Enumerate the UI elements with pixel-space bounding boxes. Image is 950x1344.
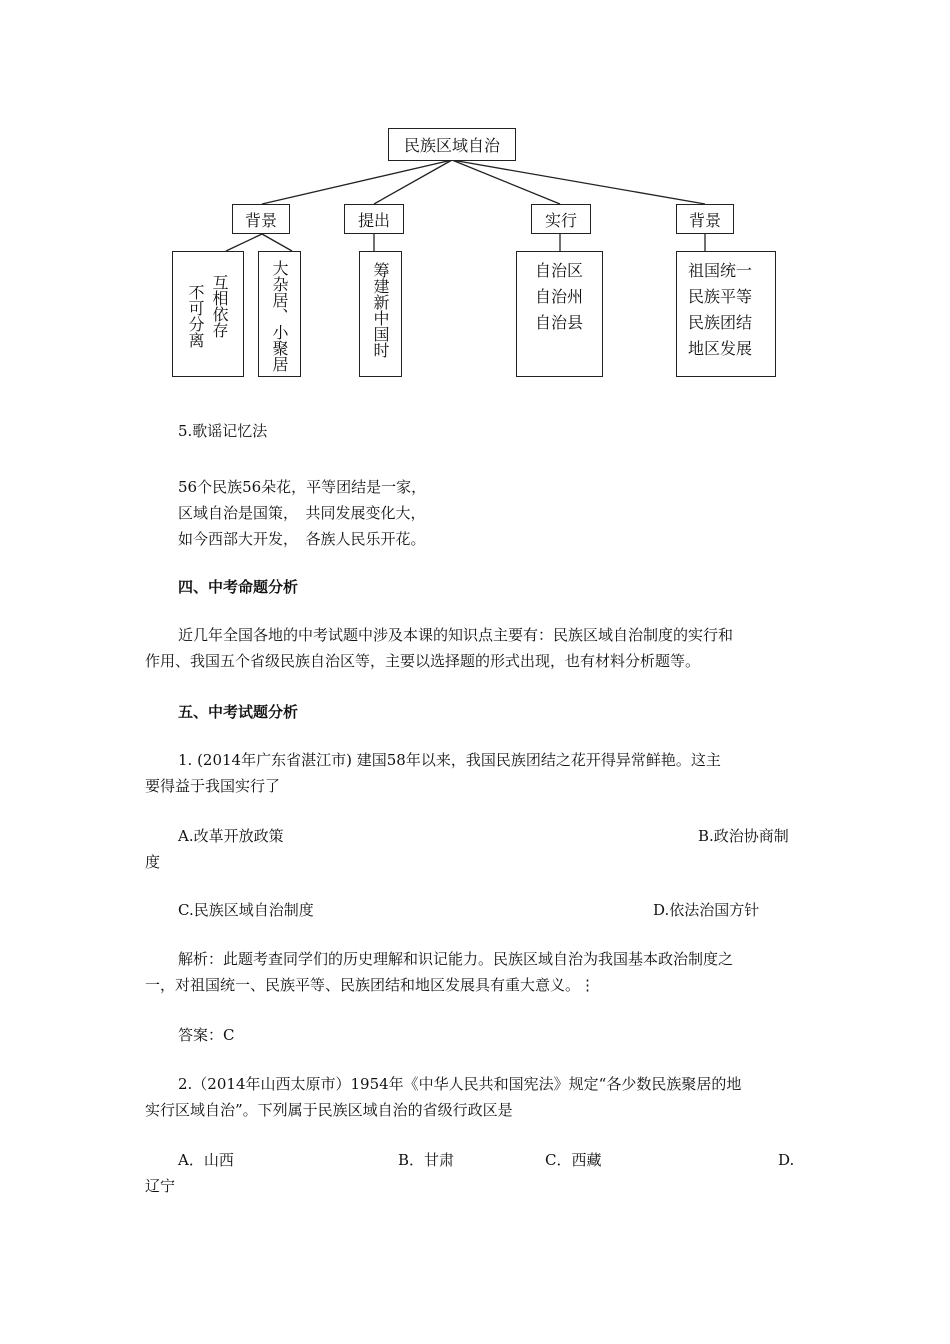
node-significance-label: 背景 bbox=[688, 210, 721, 230]
ballad bbox=[178, 474, 426, 552]
leaf-significance-list bbox=[688, 258, 752, 362]
q1-answer: 答案：C bbox=[178, 1026, 235, 1044]
q2-stem-line: 2.（2014年山西太原市）1954年《中华人民共和国宪法》规定“各少数民族聚居的地 bbox=[178, 1075, 742, 1093]
ballad-line: 56个民族56朵花，平等团结是一家， bbox=[178, 478, 427, 496]
q1-option-c: C.民族区域自治制度 bbox=[178, 901, 314, 919]
leaf-background-a-col2: 不可分离 bbox=[186, 284, 205, 348]
ballad-line: 区域自治是国策， 共同发展变化大， bbox=[178, 504, 426, 522]
leaf-significance-item: 民族平等 bbox=[688, 287, 753, 306]
heading-exam-analysis: 四、中考命题分析 bbox=[178, 578, 299, 596]
leaf-significance-item: 民族团结 bbox=[688, 313, 753, 332]
q2-option-d: D. bbox=[778, 1151, 795, 1169]
analysis-line: 作用、我国五个省级民族自治区等，主要以选择题的形式出现，也有材料分析题等。 bbox=[145, 652, 701, 670]
leaf-significance-item: 祖国统一 bbox=[688, 261, 753, 280]
leaf-implement-list bbox=[535, 258, 583, 336]
q1-stem-line: 1. (2014年广东省湛江市) 建国58年以来，我国民族团结之花开得异常鲜艳。这主 bbox=[178, 751, 721, 769]
root-label: 民族区域自治 bbox=[403, 136, 500, 155]
q2-option-d-wrap: 辽宁 bbox=[145, 1177, 176, 1195]
leaf-implement bbox=[516, 251, 603, 377]
leaf-implement-item: 自治州 bbox=[535, 287, 584, 306]
concept-diagram bbox=[0, 0, 950, 400]
node-significance bbox=[676, 204, 734, 234]
q2-option-b: B．甘肃 bbox=[398, 1151, 455, 1169]
q2-option-a: A．山西 bbox=[178, 1151, 234, 1169]
leaf-background-b bbox=[258, 251, 301, 377]
analysis-line: 近几年全国各地的中考试题中涉及本课的知识点主要有：民族区域自治制度的实行和 bbox=[178, 626, 734, 644]
heading-exam-questions: 五、中考试题分析 bbox=[178, 703, 299, 721]
q1-explanation bbox=[145, 946, 810, 998]
q2-option-c: C．西藏 bbox=[545, 1151, 602, 1169]
q1-explanation-line: 解析：此题考查同学们的历史理解和识记能力。民族区域自治为我国基本政治制度之 bbox=[178, 950, 734, 968]
leaf-proposal-text: 筹建新中国时 bbox=[371, 262, 390, 358]
node-background bbox=[232, 204, 290, 234]
q1-explanation-line: 一，对祖国统一、民族平等、民族团结和地区发展具有重大意义。⋮ bbox=[145, 976, 596, 994]
leaf-significance bbox=[676, 251, 776, 377]
q1-stem bbox=[145, 747, 810, 799]
node-implement bbox=[531, 204, 591, 234]
diagram-connectors bbox=[0, 0, 950, 400]
node-implement-label: 实行 bbox=[544, 210, 577, 230]
leaf-implement-item: 自治区 bbox=[535, 261, 584, 280]
analysis-paragraph bbox=[145, 622, 810, 674]
q2-stem-line: 实行区域自治”。下列属于民族区域自治的省级行政区是 bbox=[145, 1101, 513, 1119]
q1-option-b: B.政治协商制 bbox=[698, 827, 789, 845]
leaf-significance-item: 地区发展 bbox=[688, 339, 753, 358]
q1-option-d: D.依法治国方针 bbox=[653, 901, 760, 919]
leaf-implement-item: 自治县 bbox=[535, 313, 584, 332]
section5-title: 5.歌谣记忆法 bbox=[178, 422, 268, 440]
leaf-proposal bbox=[359, 251, 402, 377]
q1-stem-line: 要得益于我国实行了 bbox=[145, 777, 281, 795]
leaf-background-a bbox=[172, 251, 244, 377]
node-background-label: 背景 bbox=[244, 210, 277, 230]
q1-option-a: A.改革开放政策 bbox=[178, 827, 284, 845]
q2-stem bbox=[145, 1071, 810, 1123]
leaf-background-b-text: 大杂居、小聚居 bbox=[270, 260, 289, 372]
leaf-background-a-col1: 互相依存 bbox=[210, 274, 229, 338]
node-proposal bbox=[344, 204, 404, 234]
ballad-line: 如今西部大开发， 各族人民乐开花。 bbox=[178, 530, 426, 548]
root-node bbox=[388, 128, 516, 161]
q1-option-b-wrap: 度 bbox=[145, 853, 161, 871]
node-proposal-label: 提出 bbox=[357, 210, 390, 230]
